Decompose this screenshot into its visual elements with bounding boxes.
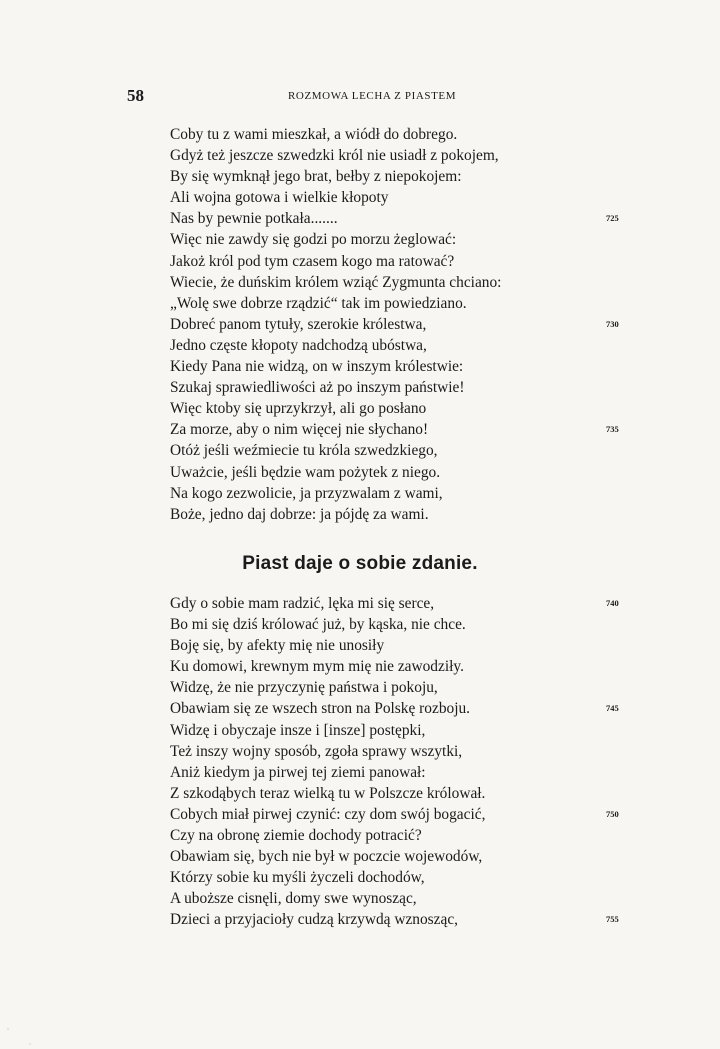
verse-text: Kiedy Pana nie widzą, on w inszym królestwie: <box>170 358 464 376</box>
verse-text: Jedno częste kłopoty nadchodzą ubóstwa, <box>170 336 427 354</box>
verse-text: Gdyż też jeszcze szwedzki król nie usiadł z pokojem, <box>170 147 499 165</box>
verse-line <box>170 888 640 909</box>
page-number: 58 <box>127 86 144 105</box>
verse-block-1 <box>170 124 640 525</box>
verse-line <box>170 335 640 356</box>
verse-line <box>170 846 640 867</box>
line-number: 735 <box>606 424 619 435</box>
verse-line <box>170 867 640 888</box>
verse-line <box>170 614 640 635</box>
line-number: 740 <box>606 598 619 608</box>
verse-text: Obawiam się, bych nie był w poczcie wojewodów, <box>170 848 483 866</box>
verse-line <box>170 741 640 762</box>
verse-text: Coby tu z wami mieszkał, a wiódł do dobrego. <box>170 126 458 143</box>
verse-text: Więc nie zawdy się godzi po morzu żeglować: <box>170 231 457 249</box>
verse-line <box>170 462 640 483</box>
verse-line <box>170 166 640 187</box>
verse-text: Boję się, by afekty mię nie unosiły <box>170 637 385 655</box>
verse-line <box>170 377 640 398</box>
verse-text: „Wolę swe dobrze rządzić“ tak im powiedziano. <box>170 294 467 312</box>
verse-text: By się wymknął jego brat, bełby z niepokojem: <box>170 168 462 186</box>
verse-text: Cobych miał pirwej czynić: czy dom swój bogacić, <box>170 805 486 823</box>
verse-text: Widzę, że nie przyczynię państwa i pokoju, <box>170 679 438 697</box>
page-header <box>0 86 720 110</box>
section-title: Piast daje o sobie zdanie. <box>242 553 478 574</box>
verse-text: Też inszy wojny sposób, zgoła sprawy wszytki, <box>170 742 463 760</box>
verse-line <box>170 293 640 314</box>
verse-text: Jakoż król pod tym czasem kogo ma ratować? <box>170 252 455 270</box>
verse-text: A uboższe cisnęli, domy swe wynosząc, <box>170 890 417 908</box>
verse-line <box>170 483 640 504</box>
verse-text: Bo mi się dziś królować już, by kąska, nie chce. <box>170 616 466 634</box>
verse-line <box>170 440 640 461</box>
verse-line <box>170 656 640 677</box>
verse-text: Wiecie, że duńskim królem wziąć Zygmunta chciano: <box>170 273 502 291</box>
verse-block-2 <box>170 593 640 931</box>
verse-line <box>170 356 640 377</box>
verse-text: Szukaj sprawiedliwości aż po inszym państwie! <box>170 379 465 397</box>
running-head: ROZMOWA LECHA Z PIASTEM <box>288 90 457 102</box>
verse-text: Ku domowi, krewnym mym mię nie zawodziły. <box>170 658 464 676</box>
verse-line <box>170 145 640 166</box>
verse-line <box>170 251 640 272</box>
verse-text: Którzy sobie ku myśli życzeli dochodów, <box>170 869 425 887</box>
verse-text: Z szkodąbych teraz wielką tu w Polszcze królował. <box>170 784 486 802</box>
verse-text: Obawiam się ze wszech stron na Polskę rozboju. <box>170 700 471 718</box>
verse-line <box>170 635 640 656</box>
verse-line <box>170 208 640 229</box>
verse-line <box>170 698 640 719</box>
verse-line <box>170 804 640 825</box>
verse-line <box>170 909 640 930</box>
verse-text: Boże, jedno daj dobrze: ja pójdę za wami. <box>170 505 429 523</box>
line-number: 725 <box>606 213 619 224</box>
line-number: 745 <box>606 703 619 714</box>
verse-line <box>170 825 640 846</box>
verse-text: Otóż jeśli weźmiecie tu króla szwedzkiego, <box>170 442 438 460</box>
verse-text: Uważcie, jeśli będzie wam pożytek z niego. <box>170 463 441 481</box>
verse-line <box>170 419 640 440</box>
verse-text: Więc ktoby się uprzykrzył, ali go posłano <box>170 400 427 418</box>
verse-line <box>170 762 640 783</box>
verse-text: Za morze, aby o nim więcej nie słychano! <box>170 421 429 439</box>
verse-line <box>170 272 640 293</box>
verse-line <box>170 229 640 250</box>
verse-text: Dzieci a przyjacioły cudzą krzywdą wznosząc, <box>170 911 458 929</box>
verse-line <box>170 783 640 804</box>
verse-text: Widzę i obyczaje insze i [insze] postępki, <box>170 721 426 739</box>
line-number: 755 <box>606 914 619 925</box>
verse-line <box>170 504 640 525</box>
line-number: 750 <box>606 808 619 819</box>
verse-text: Na kogo zezwolicie, ja przyzwalam z wami, <box>170 484 443 502</box>
verse-text: Gdy o sobie mam radzić, lęka mi się serce, <box>170 595 435 612</box>
page-texture <box>0 969 720 1049</box>
verse-text: Czy na obronę ziemie dochody potracić? <box>170 827 422 845</box>
verse-text: Dobreć panom tytuły, szerokie królestwa, <box>170 315 427 333</box>
verse-text: Aniż kiedym ja pirwej tej ziemi panował: <box>170 763 426 781</box>
verse-text: Nas by pewnie potkała....... <box>170 210 338 228</box>
verse-line <box>170 187 640 208</box>
verse-text: Ali wojna gotowa i wielkie kłopoty <box>170 189 389 207</box>
verse-line <box>170 314 640 335</box>
verse-line <box>170 593 640 614</box>
verse-line <box>170 398 640 419</box>
verse-line <box>170 720 640 741</box>
verse-line <box>170 677 640 698</box>
verse-line <box>170 124 640 145</box>
line-number: 730 <box>606 318 619 329</box>
